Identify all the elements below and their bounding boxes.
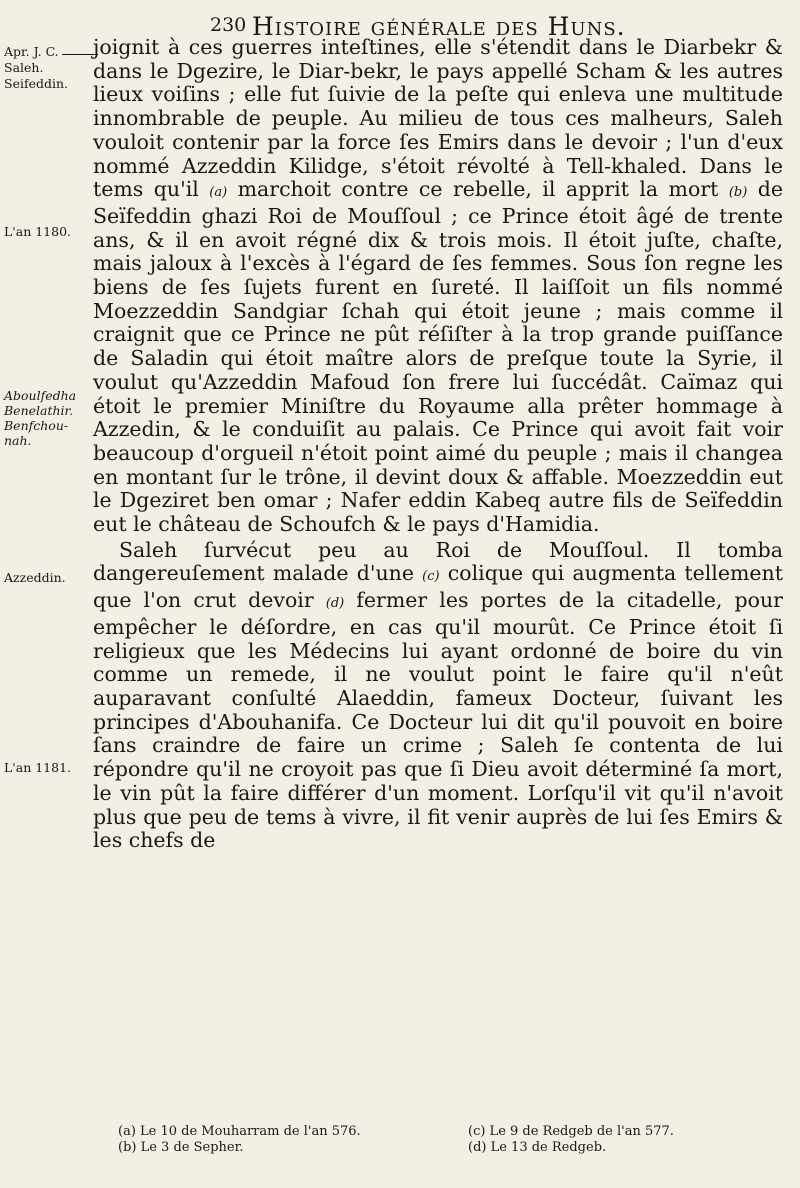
margin-note-azzeddin: Azzeddin.: [4, 570, 66, 585]
footnote-a: (a) Le 10 de Mouharram de l'an 576.: [118, 1124, 361, 1139]
footnote-d: (d) Le 13 de Redgeb.: [468, 1140, 607, 1155]
paragraph-2-text-b: colique qui augmenta tellement que l'on crut devoir: [93, 561, 783, 613]
paragraph-1-text-a: joignit à ces guerres inteſtines, elle s'étendit dans le Diarbekr & dans le Dgezire, le Diar-bekr, le pays appellé Scham & les autres lieux voiſins ; elle fut ſuivie de la peſte qui enleva une multitude innombrable de peuple. Au milieu de tous ces malheurs, Saleh vouloit contenir par la force ſes Emirs dans le devoir ; l'un d'eux nommé Azzeddin Kilidge, s'étoit révolté à Tell-khaled. Dans le tems qu'il: [93, 35, 783, 202]
paragraph-1-text-c: de Seïfeddin ghazi Roi de Mouſſoul ; ce Prince étoit âgé de trente ans, & il en avoit régné dix & trois mois. Il étoit juſte, chaſte, mais jaloux à l'excès à l'égard de ſes femmes. Sous ſon regne les biens de ſes ſujets furent en ſureté. Il laiſſoit un fils nommé Moezzeddin Sandgiar ſchah qui étoit jeune ; mais comme il craignit que ce Prince ne pût réſiſter à la trop grande puiſſance de Saladin qui étoit maître alors de preſque toute la Syrie, il voulut qu'Azzeddin Mafoud ſon frere lui ſuccédât. Caïmaz qui étoit le premier Miniſtre du Royaume alla prêter hommage à Azzedin, & le conduiſit au palais. Ce Prince qui avoit fait voir beaucoup d'orgueil n'étoit point aimé du peuple ; mais il changea en montant ſur le trône, il devint doux & affable. Moezzeddin eut le Dgeziret ben omar ; Nafer eddin Kabeq autre fils de Seïfeddin eut le château de Schoufch & le pays d'Hamidia.: [93, 177, 783, 537]
footnote-c: (c) Le 9 de Redgeb de l'an 577.: [468, 1124, 674, 1139]
paragraph-2-text-a: Saleh ſurvécut peu au Roi de Mouſſoul. Il tomba dangereuſement malade d'une: [93, 537, 783, 586]
paragraph-1: [93, 36, 783, 537]
margin-note-seifeddin: Seifeddin.: [4, 76, 69, 91]
margin-note-sources: Aboulfedha Benelathir. Benfchou- nah.: [4, 388, 77, 448]
paragraph-1-text-b: marchoit contre ce rebelle, il apprit la mort: [237, 177, 719, 202]
margin-note-apr: Apr. J. C.: [4, 44, 59, 59]
margin-note-saleh: Saleh.: [4, 60, 44, 75]
note-ref-a: (a): [209, 185, 228, 201]
footnotes-right: [468, 1124, 798, 1156]
margin-note-year-1181: L'an 1181.: [4, 760, 71, 775]
footnotes-left: [118, 1124, 448, 1156]
paragraph-2-text-c: fermer les portes de la citadelle, pour empêcher le déſordre, en cas qu'il mourût. Ce Prince étoit ſi religieux que les Médecins lui ayant ordonné de boire du vin comme un remede, il ne voulut point le faire qu'il n'eût auparavant conſulté Alaeddin, fameux Docteur, ſuivant les principes d'Abouhanifa. Ce Docteur lui dit qu'il pouvoit en boire ſans craindre de faire un crime ; Saleh ſe contenta de lui répondre qu'il ne croyoit pas que ſi Dieu avoit déterminé ſa mort, le vin pût la faire différer d'un moment. Lorſqu'il vit qu'il n'avoit plus que peu de tems à vivre, il fit venir auprès de lui ſes Emirs & les chefs de: [93, 588, 783, 853]
note-ref-c: (c): [422, 569, 440, 585]
page-number: 230: [210, 14, 247, 36]
footnote-b: (b) Le 3 de Sepher.: [118, 1140, 244, 1155]
note-ref-d: (d): [325, 596, 345, 612]
margin-note-year-1180: L'an 1180.: [4, 224, 71, 239]
running-title: Histoire générale des Huns.: [252, 12, 626, 41]
paragraph-2: [93, 539, 783, 853]
main-text: [93, 36, 783, 853]
note-ref-b: (b): [728, 185, 748, 201]
